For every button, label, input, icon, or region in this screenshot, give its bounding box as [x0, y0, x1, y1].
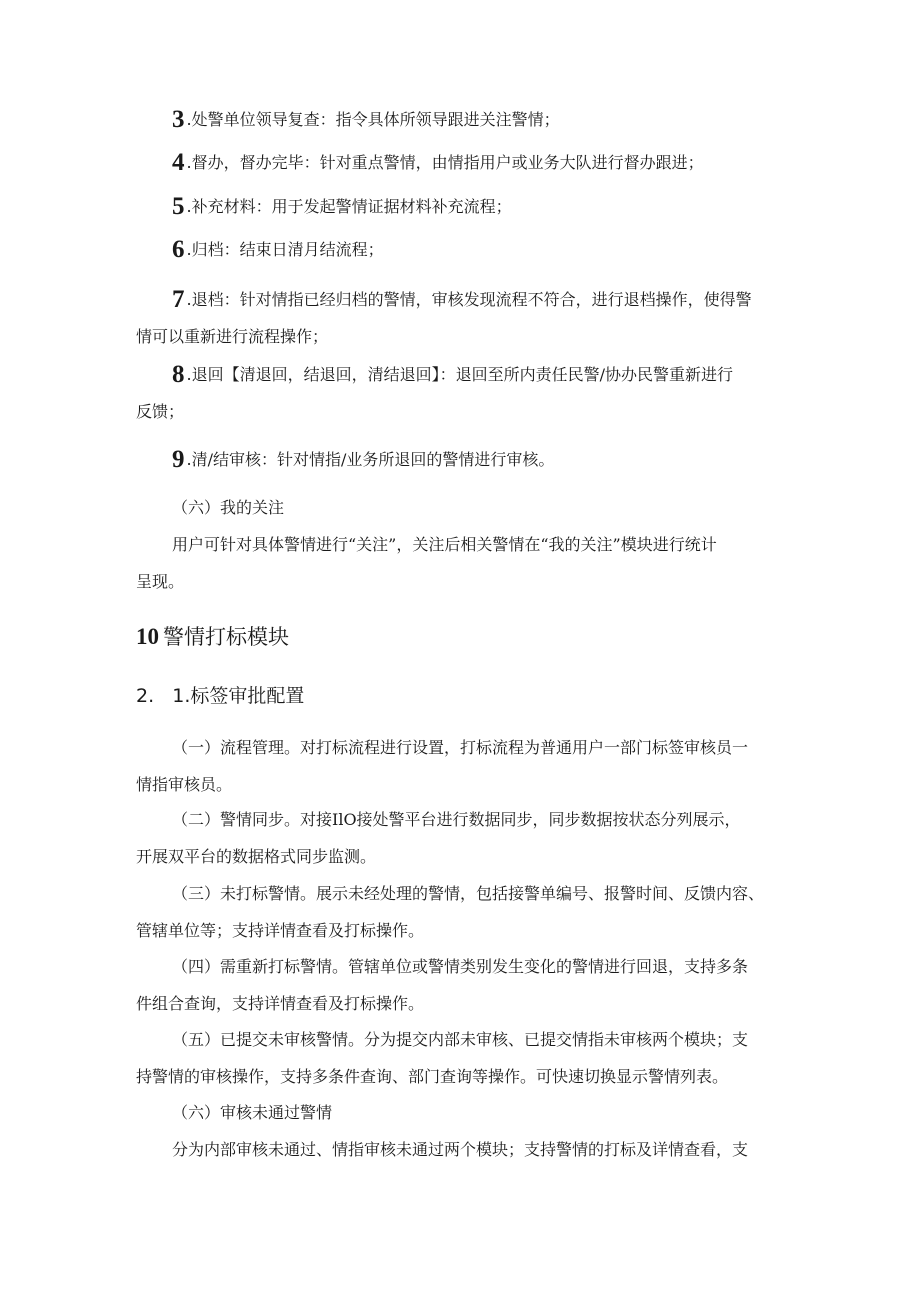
item-text: .督办，督办完毕：针对重点警情，由情指用户或业务大队进行督办跟进； [186, 153, 704, 172]
paragraph-2-line-2: 开展双平台的数据格式同步监测。 [136, 847, 377, 866]
item-text: .处警单位领导复查：指令具体所领导跟进关注警情； [186, 110, 560, 129]
item-text: .退回【清退回，结退回，清结退回】：退回至所内责任民警/协办民警重新进行 [186, 365, 733, 384]
last-section-title: （六）审核未通过警情 [172, 1103, 333, 1122]
focus-paragraph-line-1: 用户可针对具体警情进行“关注”，关注后相关警情在“我的关注”模块进行统计 [172, 535, 717, 554]
last-paragraph-line-1: 分为内部审核未通过、情指审核未通过两个模块；支持警情的打标及详情查看，支 [172, 1140, 749, 1159]
list-item-7-continuation: 情可以重新进行流程操作； [136, 327, 329, 346]
item-number: 6 [172, 236, 185, 263]
list-item-6 [172, 236, 384, 263]
list-item-3 [172, 106, 560, 133]
item-number: 5 [172, 193, 185, 220]
paragraph-2-line-1: （二）警情同步。对接IlO接处警平台进行数据同步，同步数据按状态分列展示， [172, 810, 741, 829]
list-item-4 [172, 149, 704, 176]
item-number: 8 [172, 361, 185, 388]
item-text: .清/结审核：针对情指/业务所退回的警情进行审核。 [186, 450, 555, 469]
paragraph-4-line-2: 件组合查询，支持详情查看及打标操作。 [136, 994, 425, 1013]
list-item-8-continuation: 反馈； [136, 402, 185, 421]
item-text: .退档：针对情指已经归档的警情，审核发现流程不符合，进行退档操作，使得警 [186, 290, 752, 309]
item-text: .补充材料：用于发起警情证据材料补充流程； [186, 197, 512, 216]
paragraph-4-line-1: （四）需重新打标警情。管辖单位或警情类别发生变化的警情进行回退，支持多条 [172, 957, 749, 976]
item-number: 7 [172, 286, 185, 313]
paragraph-3-line-2: 管辖单位等；支持详情查看及打标操作。 [136, 921, 425, 940]
paragraph-5-line-1: （五）已提交未审核警情。分为提交内部未审核、已提交情指未审核两个模块；支 [172, 1030, 749, 1049]
paragraph-1-line-1: （一）流程管理。对打标流程进行设置，打标流程为普通用户一部门标签审核员一 [172, 738, 749, 757]
list-item-8 [172, 361, 733, 388]
list-item-5 [172, 193, 512, 220]
focus-title: （六）我的关注 [172, 498, 285, 517]
list-item-9 [172, 446, 555, 473]
item-number: 4 [172, 149, 185, 176]
focus-paragraph-line-2: 呈现。 [136, 572, 185, 591]
subsection-heading: 2. 1.标签审批配置 [136, 685, 305, 707]
paragraph-1-line-2: 情指审核员。 [136, 775, 233, 794]
section-title: 警情打标模块 [163, 625, 289, 649]
section-number: 10 [136, 624, 159, 649]
section-heading [136, 624, 289, 650]
item-number: 3 [172, 106, 185, 133]
item-text: .归档：结束日清月结流程； [186, 240, 384, 259]
list-item-7 [172, 286, 752, 313]
item-number: 9 [172, 446, 185, 473]
paragraph-5-line-2: 持警情的审核操作，支持多条件查询、部门查询等操作。可快速切换显示警情列表。 [136, 1067, 729, 1086]
paragraph-3-line-1: （三）未打标警情。展示未经处理的警情，包括接警单编号、报警时间、反馈内容、 [172, 884, 765, 903]
